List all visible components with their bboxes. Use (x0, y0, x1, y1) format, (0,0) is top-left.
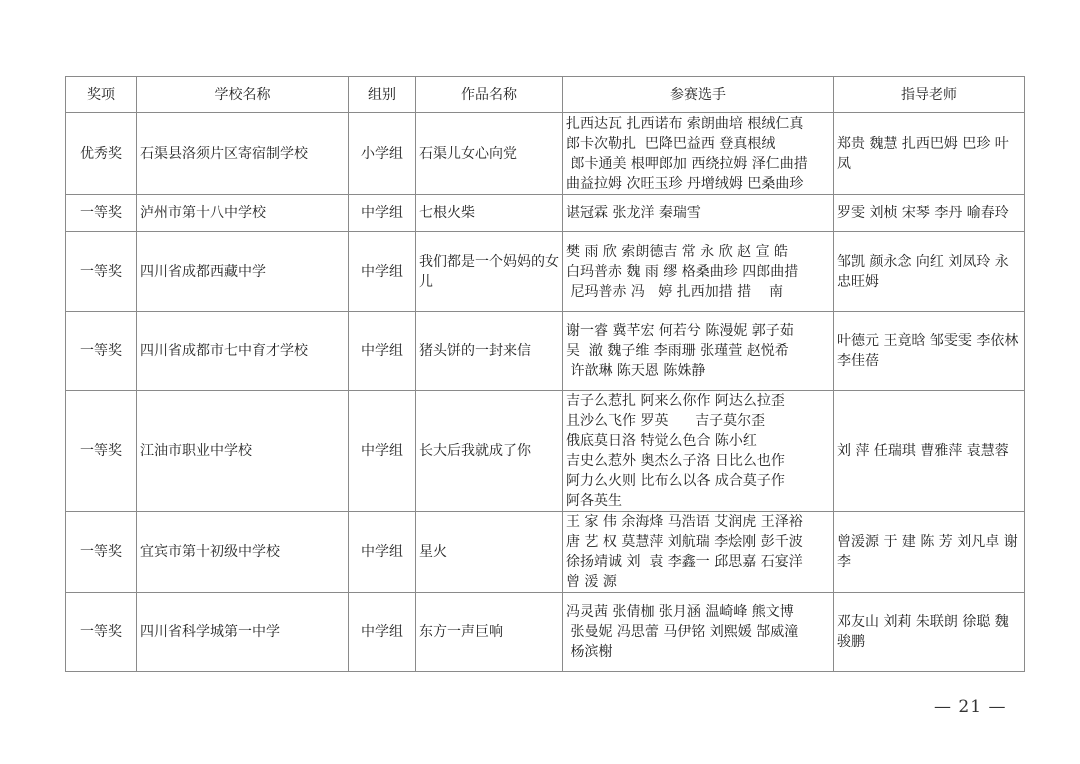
table-row (66, 195, 1025, 232)
participants-line: 且沙么飞作 罗英 吉子莫尔歪 (566, 413, 766, 429)
header-award: 奖项 (66, 77, 137, 113)
award-cell: 一等奖 (66, 512, 137, 593)
header-participants: 参赛选手 (563, 77, 834, 113)
group-cell: 小学组 (349, 113, 416, 195)
participants-line: 徐扬靖诚 刘 袁 李鑫一 邱思嘉 石宴洋 (566, 554, 803, 570)
group-cell: 中学组 (349, 312, 416, 391)
participants-cell (563, 312, 834, 391)
participants-line: 郎卡通美 根呷郎加 西绕拉姆 泽仁曲措 (566, 155, 808, 172)
participants-line: 许歆琳 陈天恩 陈姝静 (566, 363, 706, 379)
participants-line: 俄底莫日洛 特觉么色合 陈小红 (566, 433, 757, 449)
participants-line: 杨滨榭 (566, 644, 613, 660)
participants-line: 尼玛普赤 冯 婷 扎西加措 措 南 (566, 283, 783, 300)
work-cell: 长大后我就成了你 (416, 391, 563, 512)
table-header-row (66, 77, 1025, 113)
teacher-cell: 邹凯 颜永念 向红 刘凤玲 永忠旺姆 (834, 232, 1025, 312)
participants-line: 吉史么惹外 奥杰么子洛 日比么也作 (566, 453, 785, 469)
page-number: — 21 — (934, 697, 1007, 717)
participants-line: 阿各英生 (566, 493, 622, 509)
school-cell: 泸州市第十八中学校 (137, 195, 349, 232)
participants-line: 阿力么火则 比布么以各 成合莫子作 (566, 473, 785, 489)
participants-line: 扎西达瓦 扎西诺布 索朗曲培 根绒仁真 (566, 115, 804, 132)
participants-line: 郎卡次勒扎 巴降巴益西 登真根绒 (566, 135, 776, 152)
participants-cell (563, 593, 834, 672)
participants-line: 吴 澈 魏子维 李雨珊 张瑾萱 赵悦希 (566, 343, 789, 359)
table-row (66, 512, 1025, 593)
participants-cell (563, 195, 834, 232)
awards-table (65, 76, 1025, 672)
participants-line: 吉子么惹扎 阿来么你作 阿达么拉歪 (566, 393, 785, 409)
work-cell: 我们都是一个妈妈的女儿 (416, 232, 563, 312)
school-cell: 四川省成都西藏中学 (137, 232, 349, 312)
school-cell: 四川省成都市七中育才学校 (137, 312, 349, 391)
school-cell: 江油市职业中学校 (137, 391, 349, 512)
award-cell: 一等奖 (66, 593, 137, 672)
award-cell: 一等奖 (66, 195, 137, 232)
teacher-cell: 罗雯 刘桢 宋琴 李丹 喻春玲 (834, 195, 1025, 232)
participants-line: 谢一睿 冀芊宏 何若兮 陈漫妮 郭子茹 (566, 323, 794, 339)
teacher-cell: 郑贵 魏慧 扎西巴姆 巴珍 叶凤 (834, 113, 1025, 195)
participants-line: 曲益拉姆 次旺玉珍 丹增绒姆 巴桑曲珍 (566, 175, 804, 192)
award-cell: 一等奖 (66, 232, 137, 312)
table-row (66, 593, 1025, 672)
school-cell: 四川省科学城第一中学 (137, 593, 349, 672)
table-row (66, 232, 1025, 312)
teacher-cell: 邓友山 刘莉 朱联朗 徐聪 魏骏鹏 (834, 593, 1025, 672)
table-row (66, 312, 1025, 391)
award-cell: 优秀奖 (66, 113, 137, 195)
group-cell: 中学组 (349, 195, 416, 232)
participants-line: 谌冠霖 张龙洋 秦瑞雪 (566, 205, 701, 221)
group-cell: 中学组 (349, 593, 416, 672)
table-row (66, 113, 1025, 195)
group-cell: 中学组 (349, 512, 416, 593)
header-work: 作品名称 (416, 77, 563, 113)
school-cell: 石渠县洛须片区寄宿制学校 (137, 113, 349, 195)
award-cell: 一等奖 (66, 312, 137, 391)
teacher-cell: 曾湲源 于 建 陈 芳 刘凡卓 谢 李 (834, 512, 1025, 593)
work-cell: 猪头饼的一封来信 (416, 312, 563, 391)
header-teacher: 指导老师 (834, 77, 1025, 113)
participants-line: 唐 艺 权 莫慧萍 刘航瑞 李烩刚 彭千波 (566, 534, 803, 550)
work-cell: 东方一声巨响 (416, 593, 563, 672)
participants-line: 冯灵茜 张倩枷 张月涵 温崎峰 熊文博 (566, 604, 794, 620)
table-row (66, 391, 1025, 512)
work-cell: 星火 (416, 512, 563, 593)
participants-line: 王 家 伟 余海烽 马浩语 艾润虎 王泽裕 (566, 514, 803, 530)
teacher-cell: 叶德元 王竟晗 邹雯雯 李依林 李佳蓓 (834, 312, 1025, 391)
group-cell: 中学组 (349, 391, 416, 512)
teacher-cell: 刘 萍 任瑞琪 曹雅萍 袁慧蓉 (834, 391, 1025, 512)
participants-line: 张曼妮 冯思蕾 马伊铭 刘熙媛 郜威潼 (566, 624, 799, 640)
participants-cell (563, 232, 834, 312)
school-cell: 宜宾市第十初级中学校 (137, 512, 349, 593)
work-cell: 七根火柴 (416, 195, 563, 232)
participants-cell (563, 391, 834, 512)
work-cell: 石渠儿女心向党 (416, 113, 563, 195)
participants-cell (563, 113, 834, 195)
header-school: 学校名称 (137, 77, 349, 113)
participants-line: 曾 湲 源 (566, 574, 617, 590)
participants-cell (563, 512, 834, 593)
participants-line: 白玛普赤 魏 雨 缪 格桑曲珍 四郎曲措 (566, 263, 799, 280)
header-group: 组别 (349, 77, 416, 113)
participants-line: 樊 雨 欣 索朗德吉 常 永 欣 赵 宣 皓 (566, 243, 789, 260)
award-cell: 一等奖 (66, 391, 137, 512)
group-cell: 中学组 (349, 232, 416, 312)
